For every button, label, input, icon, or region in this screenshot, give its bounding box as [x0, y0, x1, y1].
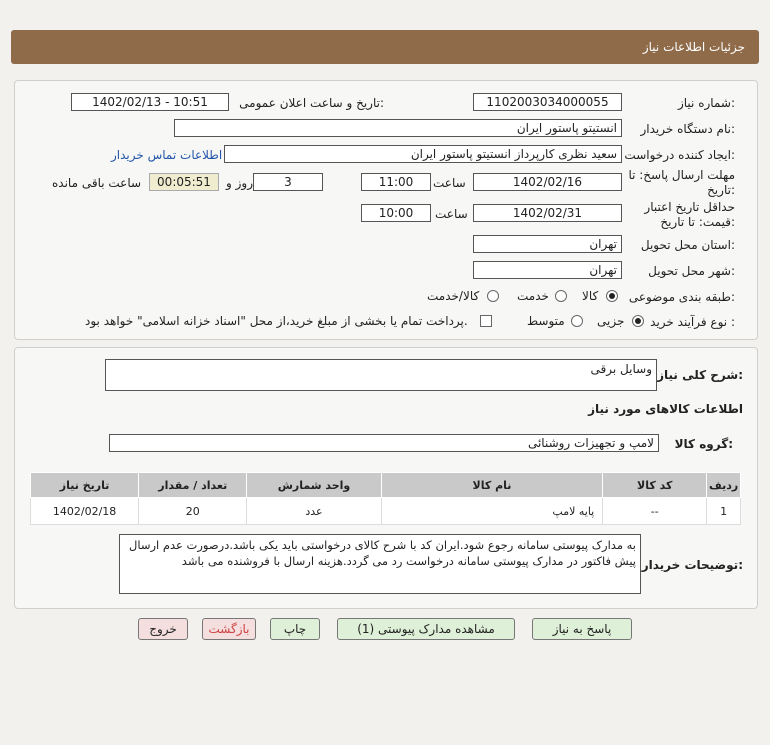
category-goods-label: کالا — [582, 289, 599, 303]
view-attachments-button[interactable]: مشاهده مدارک پیوستی (1) — [337, 618, 515, 640]
process-partial-label: جزیی — [597, 314, 625, 328]
validity-time-field: 10:00 — [361, 204, 431, 222]
goods-group-label: گروه کالا: — [674, 437, 733, 451]
days-field: 3 — [253, 173, 323, 191]
remaining-time-field: 00:05:51 — [149, 173, 219, 191]
requester-field: سعید نظری کارپرداز انستیتو پاستور ایران — [224, 145, 622, 163]
back-button[interactable]: بازگشت — [202, 618, 256, 640]
category-label: طبقه بندی موضوعی: — [628, 290, 735, 304]
cell-name: پایه لامپ — [381, 498, 603, 525]
col-name: نام کالا — [381, 473, 603, 498]
validity-time-label: ساعت — [435, 207, 468, 221]
page-title: جزئیات اطلاعات نیاز — [642, 40, 745, 54]
buyer-contact-link[interactable]: اطلاعات تماس خریدار — [111, 148, 223, 162]
col-qty: تعداد / مقدار — [139, 473, 247, 498]
days-label: روز و — [226, 176, 253, 190]
deadline-label-1: مهلت ارسال پاسخ: تا — [628, 168, 735, 182]
announce-field: 1402/02/13 - 10:51 — [71, 93, 229, 111]
cell-code: -- — [603, 498, 707, 525]
goods-info-heading: اطلاعات کالاهای مورد نیاز — [588, 402, 743, 416]
buyer-org-field: انستیتو پاستور ایران — [174, 119, 622, 137]
category-both-label: کالا/خدمت — [427, 289, 480, 303]
treasury-payment-checkbox[interactable] — [480, 315, 492, 327]
col-date: تاریخ نیاز — [31, 473, 139, 498]
goods-group-field: لامپ و تجهیزات روشنائی — [109, 434, 659, 452]
need-number-label: شماره نیاز: — [677, 96, 735, 110]
buyer-notes-label: توضیحات خریدار: — [641, 558, 743, 572]
category-service-label: خدمت — [517, 289, 549, 303]
requester-label: ایجاد کننده درخواست: — [624, 148, 735, 162]
deadline-time-field: 11:00 — [361, 173, 431, 191]
buyer-org-label: نام دستگاه خریدار: — [640, 122, 735, 136]
validity-label-2: قیمت: تا تاریخ: — [660, 215, 735, 229]
province-label: استان محل تحویل: — [640, 238, 735, 252]
col-row: ردیف — [707, 473, 741, 498]
buyer-notes-field: به مدارک پیوستی سامانه رجوع شود.ایران کد با شرح کالای درخواستی باید یکی باشد.درصورت عدم ارسال پیش فاکتور در مدارک پیوستی سامانه درخواست رد می گردد.هزینه ارسال با فروشنده می باشد — [119, 534, 641, 594]
category-service-radio[interactable] — [555, 290, 567, 302]
process-medium-label: متوسط — [527, 314, 565, 328]
city-field: تهران — [473, 261, 622, 279]
cell-qty: 20 — [139, 498, 247, 525]
need-details-panel — [14, 347, 758, 609]
announce-label: تاریخ و ساعت اعلان عمومی: — [239, 96, 384, 110]
cell-row: 1 — [707, 498, 741, 525]
col-unit: واحد شمارش — [247, 473, 381, 498]
cell-unit: عدد — [247, 498, 381, 525]
page-header — [11, 30, 759, 64]
remaining-label: ساعت باقی مانده — [52, 176, 142, 190]
need-info-panel — [14, 80, 758, 340]
treasury-payment-note: پرداخت تمام یا بخشی از مبلغ خرید،از محل "اسناد خزانه اسلامی" خواهد بود. — [85, 314, 468, 328]
goods-table — [30, 472, 741, 525]
city-label: شهر محل تحویل: — [648, 264, 735, 278]
goods-table-header — [31, 473, 741, 498]
process-label: نوع فرآیند خرید : — [650, 315, 735, 329]
print-button[interactable]: چاپ — [270, 618, 320, 640]
reply-button[interactable]: پاسخ به نیاز — [532, 618, 632, 640]
general-desc-field: وسایل برقی — [105, 359, 657, 391]
exit-button[interactable]: خروج — [138, 618, 188, 640]
deadline-date-field: 1402/02/16 — [473, 173, 622, 191]
cell-date: 1402/02/18 — [31, 498, 139, 525]
process-medium-radio[interactable] — [571, 315, 583, 327]
general-desc-label: شرح کلی نیاز: — [657, 368, 743, 382]
category-both-radio[interactable] — [487, 290, 499, 302]
province-field: تهران — [473, 235, 622, 253]
need-number-field: 1102003034000055 — [473, 93, 622, 111]
validity-label-1: حداقل تاریخ اعتبار — [644, 200, 735, 214]
col-code: کد کالا — [603, 473, 707, 498]
deadline-time-label: ساعت — [433, 176, 466, 190]
validity-date-field: 1402/02/31 — [473, 204, 622, 222]
table-row — [31, 498, 741, 525]
deadline-label-2: تاریخ: — [707, 183, 735, 197]
category-goods-radio[interactable] — [606, 290, 618, 302]
process-partial-radio[interactable] — [632, 315, 644, 327]
